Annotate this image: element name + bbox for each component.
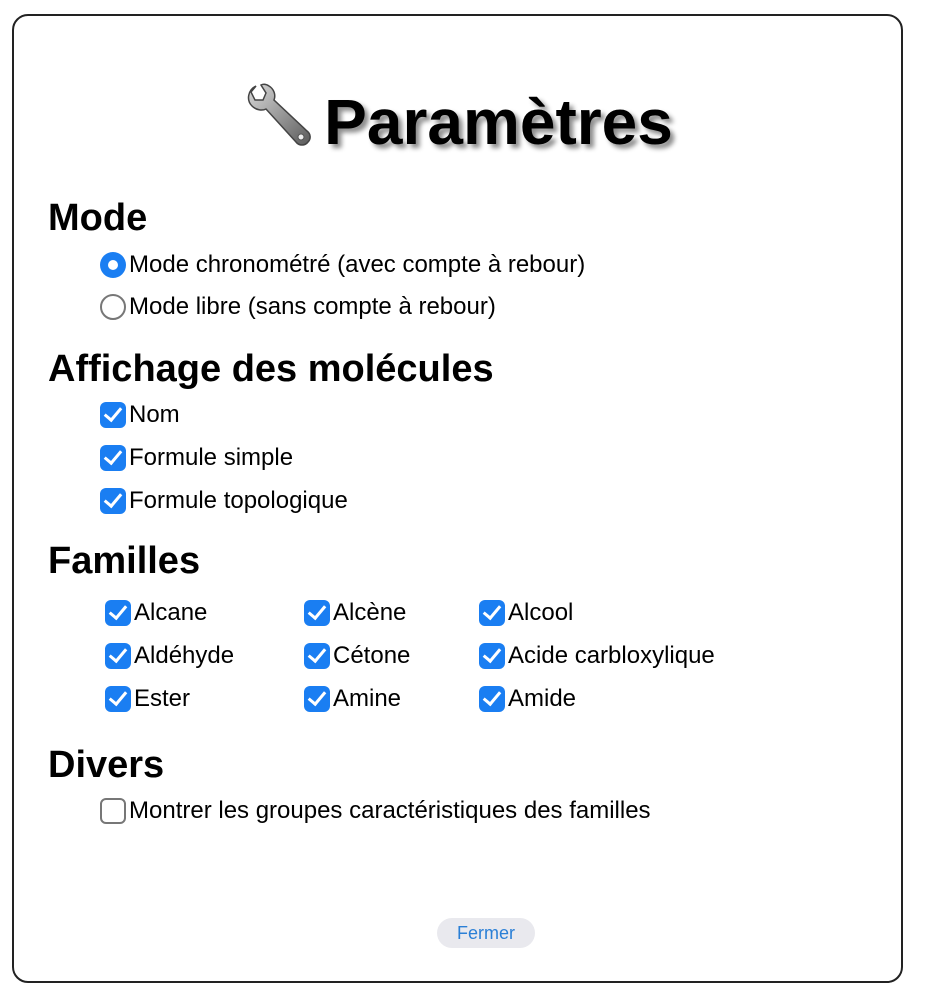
checkbox-checked-icon[interactable] [304, 643, 330, 669]
radio-timed-mode-label: Mode chronométré (avec compte à rebour) [129, 251, 586, 278]
checkbox-family-alcene[interactable] [304, 598, 406, 628]
checkbox-topological-formula-label: Formule topologique [129, 487, 348, 514]
page-title-text: Paramètres [324, 86, 673, 158]
settings-panel [12, 14, 903, 983]
mode-heading: Mode [48, 197, 148, 239]
checkbox-name[interactable] [100, 400, 180, 430]
checkbox-simple-formula[interactable] [100, 443, 293, 473]
checkbox-topological-formula[interactable] [100, 486, 348, 516]
radio-selected-icon[interactable] [100, 252, 126, 278]
family-label: Amine [333, 685, 402, 712]
checkbox-family-amine[interactable] [304, 684, 401, 714]
family-label: Amide [508, 685, 577, 712]
family-label: Alcène [333, 599, 407, 626]
checkbox-family-cetone[interactable] [304, 641, 410, 671]
display-heading: Affichage des molécules [48, 348, 494, 390]
misc-heading: Divers [48, 744, 165, 786]
wrench-icon [242, 80, 314, 152]
radio-unselected-icon[interactable] [100, 294, 126, 320]
page-title [14, 80, 901, 162]
checkbox-checked-icon[interactable] [105, 643, 131, 669]
checkbox-family-alcool[interactable] [479, 598, 573, 628]
family-label: Acide carbloxylique [508, 642, 715, 669]
radio-timed-mode[interactable] [100, 250, 585, 280]
checkbox-checked-icon[interactable] [479, 600, 505, 626]
checkbox-checked-icon[interactable] [304, 600, 330, 626]
family-label: Ester [134, 685, 191, 712]
checkbox-family-amide[interactable] [479, 684, 576, 714]
checkbox-family-aldehyde[interactable] [105, 641, 234, 671]
checkbox-family-ester[interactable] [105, 684, 190, 714]
checkbox-checked-icon[interactable] [304, 686, 330, 712]
checkbox-checked-icon[interactable] [100, 445, 126, 471]
checkbox-name-label: Nom [129, 401, 180, 428]
family-label: Cétone [333, 642, 411, 669]
checkbox-checked-icon[interactable] [479, 643, 505, 669]
checkbox-show-groups[interactable] [100, 796, 651, 826]
checkbox-show-groups-label: Montrer les groupes caractéristiques des familles [129, 797, 651, 824]
checkbox-checked-icon[interactable] [105, 600, 131, 626]
checkbox-checked-icon[interactable] [479, 686, 505, 712]
checkbox-checked-icon[interactable] [105, 686, 131, 712]
checkbox-checked-icon[interactable] [100, 402, 126, 428]
radio-free-mode[interactable] [100, 292, 496, 322]
close-button[interactable]: Fermer [437, 918, 535, 948]
checkbox-family-alcane[interactable] [105, 598, 207, 628]
checkbox-unchecked-icon[interactable] [100, 798, 126, 824]
checkbox-family-acide[interactable] [479, 641, 715, 671]
checkbox-simple-formula-label: Formule simple [129, 444, 294, 471]
family-label: Aldéhyde [134, 642, 235, 669]
families-heading: Familles [48, 540, 201, 582]
family-label: Alcool [508, 599, 574, 626]
family-label: Alcane [134, 599, 208, 626]
checkbox-checked-icon[interactable] [100, 488, 126, 514]
radio-free-mode-label: Mode libre (sans compte à rebour) [129, 293, 496, 320]
